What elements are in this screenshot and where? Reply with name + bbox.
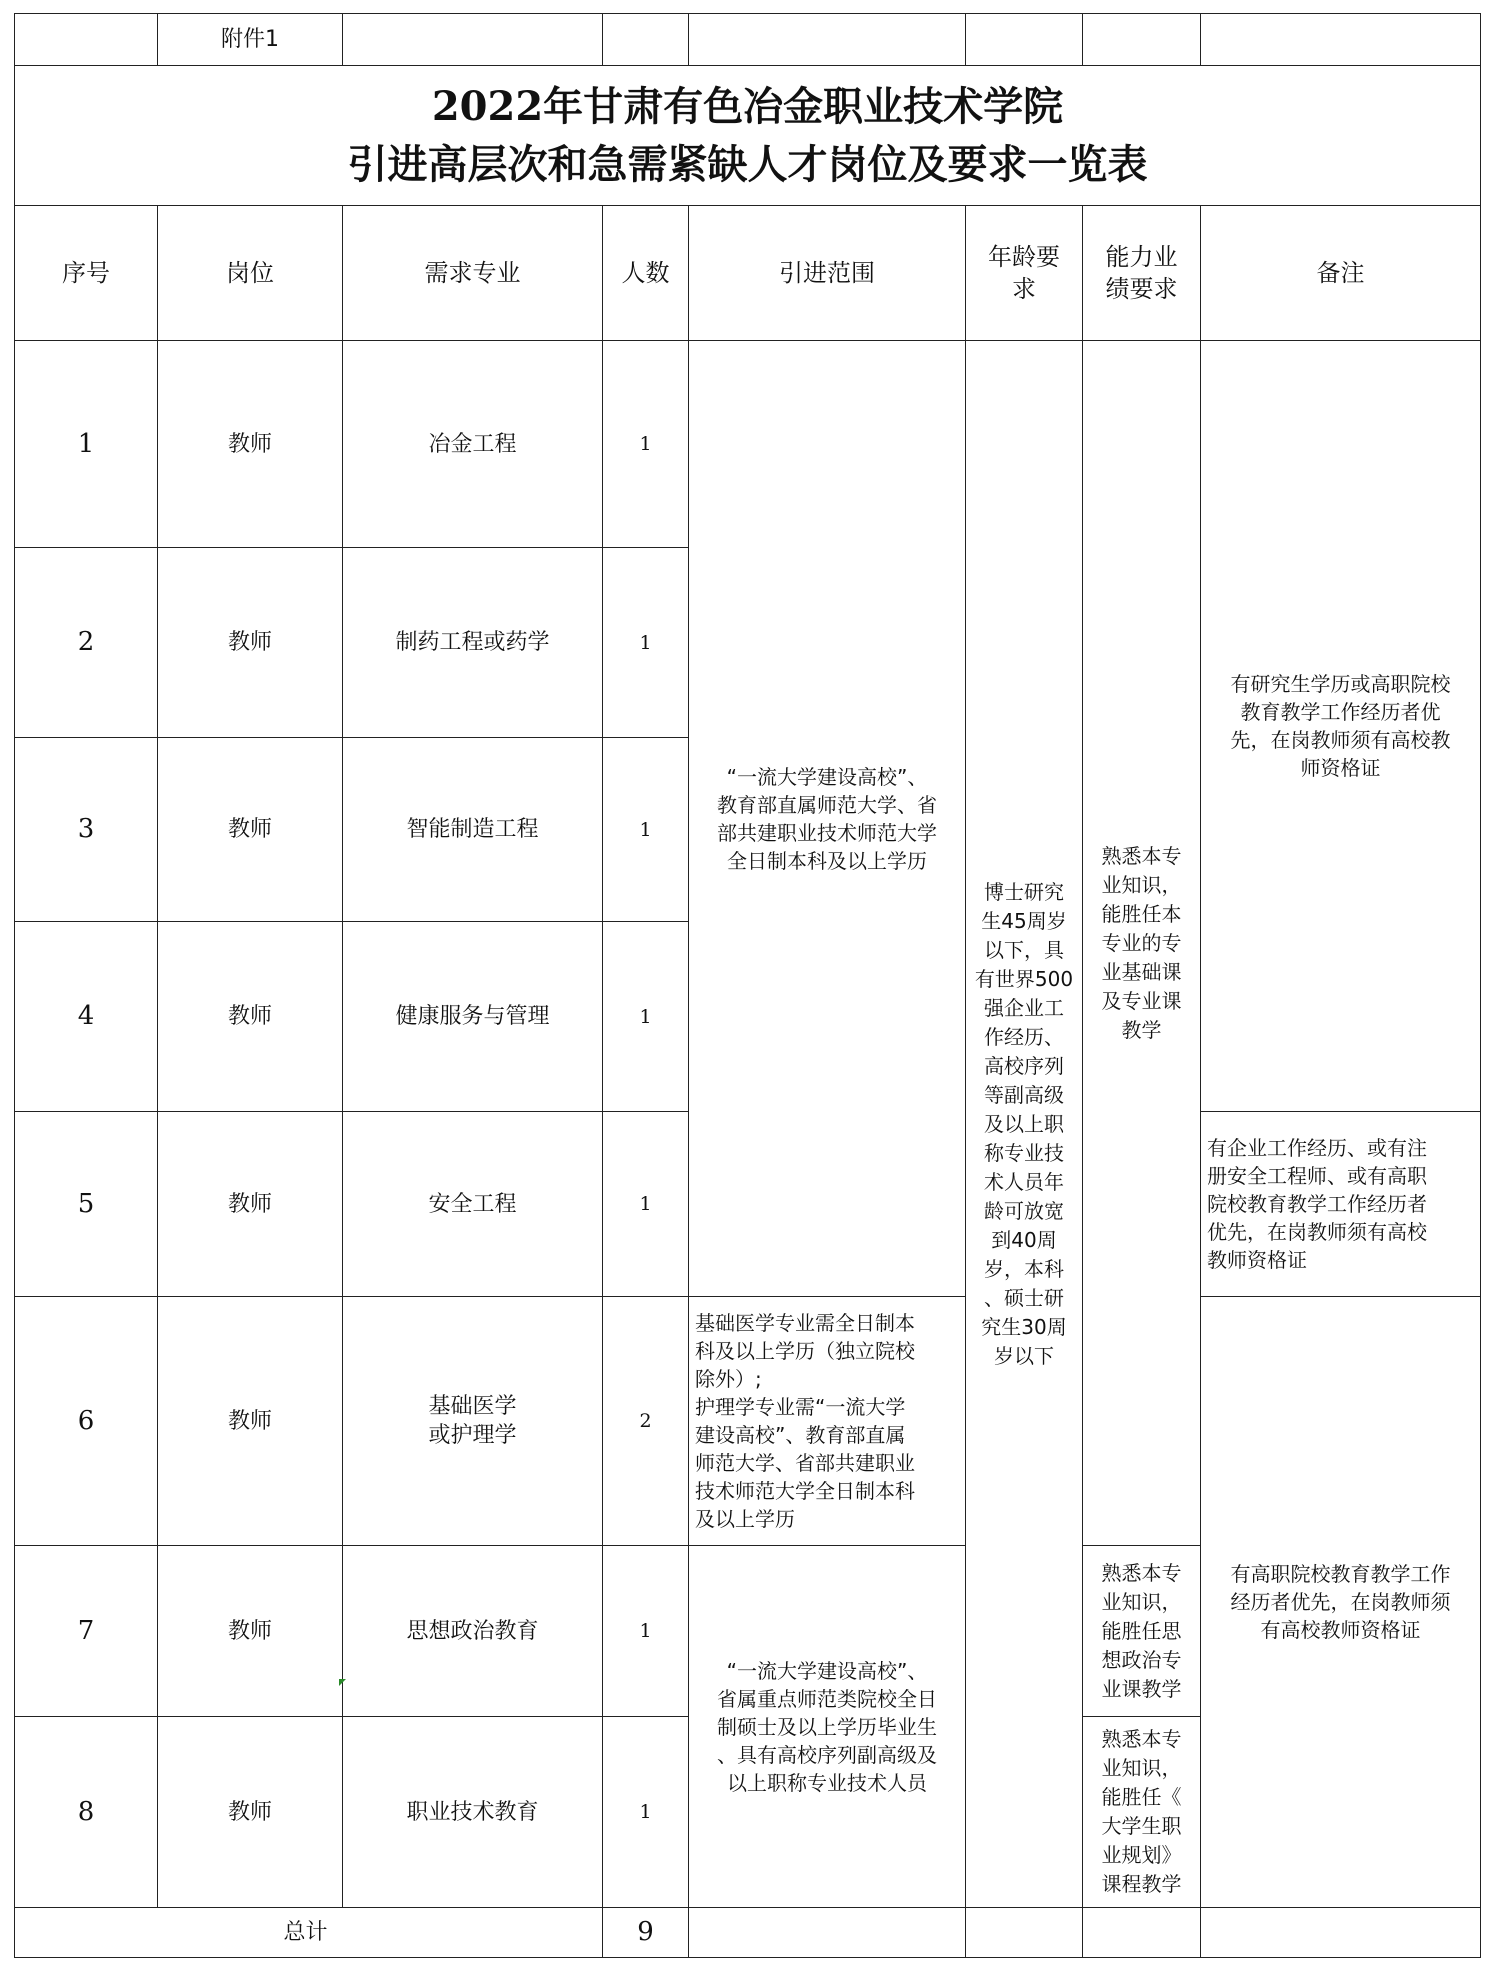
row-major: 思想政治教育: [343, 1546, 603, 1717]
row-count: 1: [603, 1112, 689, 1297]
row-count: 1: [603, 738, 689, 922]
attachment-row: [15, 14, 1481, 66]
attachment-label: 附件1: [158, 14, 343, 66]
ability-rows-1-6: 熟悉本专 业知识， 能胜任本 专业的专 业基础课 及专业课 教学: [1083, 341, 1201, 1546]
row-position: 教师: [158, 548, 343, 738]
total-row: [15, 1908, 1481, 1958]
header-seq: 序号: [15, 206, 158, 341]
scope-row-6: 基础医学专业需全日制本 科及以上学历（独立院校 除外）; 护理学专业需“一流大学 建设高校”、教育部直属 师范大学、省部共建职业 技术师范大学全日制本科 及以上学历: [689, 1297, 966, 1546]
ability-row-7: 熟悉本专 业知识， 能胜任思 想政治专 业课教学: [1083, 1546, 1201, 1717]
scope-rows-7-8: “一流大学建设高校”、 省属重点师范类院校全日 制硕士及以上学历毕业生 、具有高校序列副高级及 以上职称专业技术人员: [689, 1546, 966, 1908]
row-count: 1: [603, 1717, 689, 1908]
remark-row-5: 有企业工作经历、或有注 册安全工程师、或有高职 院校教育教学工作经历者 优先，在岗教师须有高校 教师资格证: [1201, 1112, 1481, 1297]
row-major: 制药工程或药学: [343, 548, 603, 738]
remark-rows-1-4: 有研究生学历或高职院校 教育教学工作经历者优 先，在岗教师须有高校教 师资格证: [1201, 341, 1481, 1112]
row-seq: 2: [15, 548, 158, 738]
row-seq: 1: [15, 341, 158, 548]
header-remark: 备注: [1201, 206, 1481, 341]
row-major: 健康服务与管理: [343, 922, 603, 1112]
total-value: 9: [603, 1908, 689, 1958]
row-major: 职业技术教育: [343, 1717, 603, 1908]
row-seq: 6: [15, 1297, 158, 1546]
header-scope: 引进范围: [689, 206, 966, 341]
row-count: 1: [603, 922, 689, 1112]
table-row: [15, 341, 1481, 548]
header-row: [15, 206, 1481, 341]
row-count: 2: [603, 1297, 689, 1546]
row-position: 教师: [158, 1546, 343, 1717]
header-major: 需求专业: [343, 206, 603, 341]
row-count: 1: [603, 1546, 689, 1717]
ability-row-8: 熟悉本专 业知识， 能胜任《 大学生职 业规划》 课程教学: [1083, 1717, 1201, 1908]
row-seq: 7: [15, 1546, 158, 1717]
row-seq: 8: [15, 1717, 158, 1908]
row-position: 教师: [158, 922, 343, 1112]
total-label: 总计: [15, 1908, 603, 1958]
row-count: 1: [603, 341, 689, 548]
row-position: 教师: [158, 1297, 343, 1546]
row-major: 冶金工程: [343, 341, 603, 548]
row-seq: 3: [15, 738, 158, 922]
title-row: [15, 66, 1481, 206]
title-line-1: 2022年甘肃有色冶金职业技术学院: [431, 82, 1064, 130]
table-row: [15, 1297, 1481, 1546]
row-seq: 5: [15, 1112, 158, 1297]
header-ability: 能力业 绩要求: [1083, 206, 1201, 341]
age-requirement: 博士研究 生45周岁 以下，具 有世界500 强企业工 作经历、 高校序列 等副高级 及以上职 称专业技 术人员年 龄可放宽 到40周 岁，本科 、硕士研 究生30周 岁以下: [966, 341, 1083, 1908]
cell-comment-marker: [339, 1679, 346, 1686]
row-position: 教师: [158, 1112, 343, 1297]
row-count: 1: [603, 548, 689, 738]
table-title: [15, 66, 1481, 206]
row-seq: 4: [15, 922, 158, 1112]
row-position: 教师: [158, 341, 343, 548]
recruitment-table: [14, 13, 1481, 1958]
header-count: 人数: [603, 206, 689, 341]
row-major: 智能制造工程: [343, 738, 603, 922]
header-age: 年龄要 求: [966, 206, 1083, 341]
row-position: 教师: [158, 738, 343, 922]
header-position: 岗位: [158, 206, 343, 341]
row-major: 基础医学 或护理学: [343, 1297, 603, 1546]
row-major: 安全工程: [343, 1112, 603, 1297]
row-position: 教师: [158, 1717, 343, 1908]
scope-rows-1-5: “一流大学建设高校”、 教育部直属师范大学、省 部共建职业技术师范大学 全日制本科及以上学历: [689, 341, 966, 1297]
title-line-2: 引进高层次和急需紧缺人才岗位及要求一览表: [347, 140, 1148, 188]
remark-rows-6-8: 有高职院校教育教学工作 经历者优先，在岗教师须 有高校教师资格证: [1201, 1297, 1481, 1908]
